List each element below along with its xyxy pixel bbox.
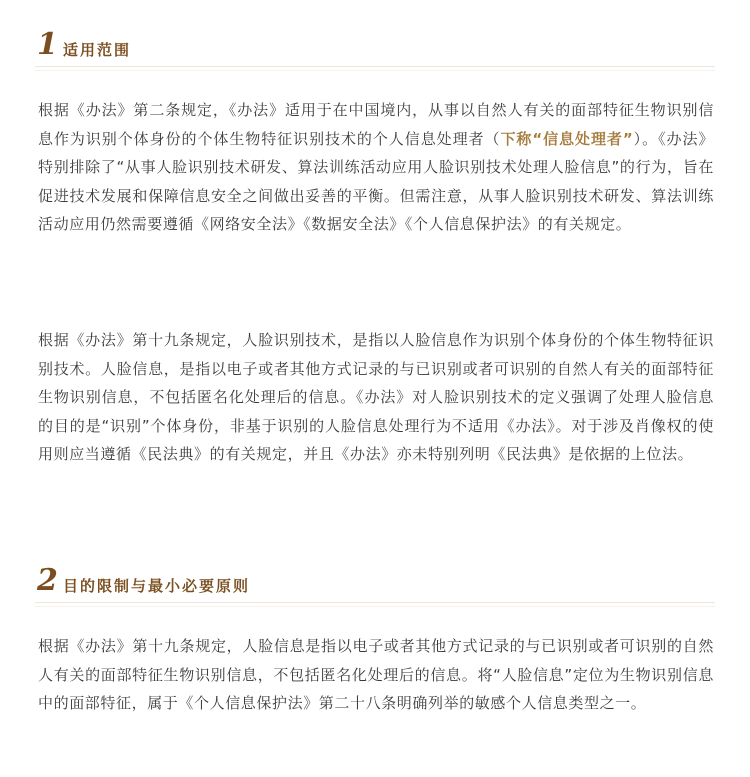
section-1-paragraph-2: 根据《办法》第十九条规定，人脸识别技术，是指以人脸信息作为识别个体身份的个体生物特征识别技术。人脸信息，是指以电子或者其他方式记录的与已识别或者可识别的自然人有关的面部特征生物识别信息，不包括匿名化处理后的信息。《办法》对人脸识别技术的定义强调了处理人脸信息的目的是“识别”个体身份，非基于识别的人脸信息处理行为不适用《办法》。对于涉及肖像权的使用则应当遵循《民法典》的有关规定，并且《办法》亦未特别列明《民法典》是依据的上位法。 [38, 331, 714, 463]
section-1-heading [35, 26, 715, 67]
highlighted-definition: 下称“信息处理者” [500, 129, 634, 148]
paragraph-text: 根据《办法》第二条规定，《办法》适用于在中国境内，从事以自然人有关的面部特征生物识别信息作为识别个体身份的个体生物特征识别技术的个人信息处理者（ [38, 101, 714, 148]
section-2-heading [35, 562, 715, 603]
section-2-title: 目的限制与最小必要原则 [63, 577, 251, 595]
section-1-paragraph-1 [38, 96, 714, 239]
section-1-number: 1 [37, 27, 58, 62]
paragraph-text: ）。《办法》特别排除了“从事人脸识别技术研发、算法训练活动应用人脸识别技术处理人脸信息”的行为，旨在促进技术发展和保障信息安全之间做出妥善的平衡。但需注意，从事人脸识别技术研发、算法训练活动应用仍然需要遵循《网络安全法》《数据安全法》《个人信息保护法》的有关规定。 [38, 129, 715, 233]
section-2-number: 2 [37, 563, 58, 598]
section-2-paragraph-1: 根据《办法》第十九条规定，人脸信息是指以电子或者其他方式记录的与已识别或者可识别的自然人有关的面部特征生物识别信息，不包括匿名化处理后的信息。将“人脸信息”定位为生物识别信息中的面部特征，属于《个人信息保护法》第二十八条明确列举的敏感个人信息类型之一。 [38, 637, 714, 712]
section-1-title: 适用范围 [63, 41, 132, 59]
